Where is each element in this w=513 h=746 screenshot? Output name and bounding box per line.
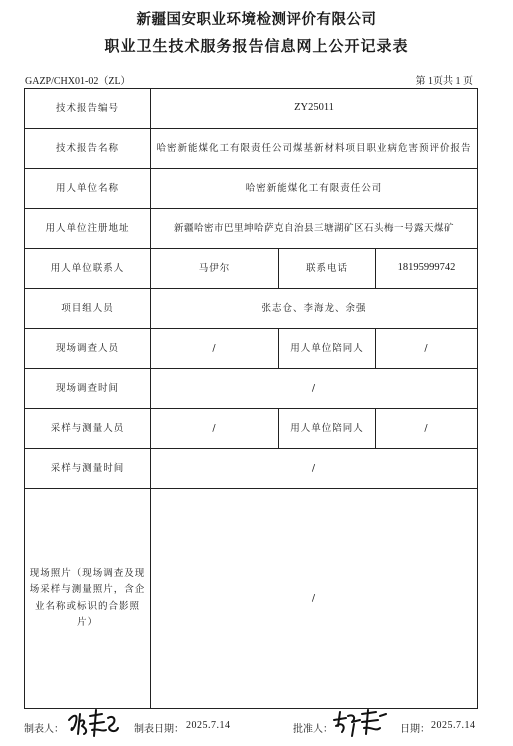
maker-label: 制表人： <box>24 724 64 735</box>
sampling-escort-value: / <box>376 409 478 449</box>
survey-staff-value: / <box>151 329 279 369</box>
document-code: GAZP/CHX01-02（ZL） <box>25 76 131 87</box>
report-name-label: 技术报告名称 <box>25 129 151 169</box>
report-name-value: 哈密新能煤化工有限责任公司煤基新材料项目职业病危害预评价报告 <box>151 129 478 169</box>
report-number-label: 技术报告编号 <box>25 89 151 129</box>
report-number-value: ZY25011 <box>151 89 478 129</box>
project-team-label: 项目组人员 <box>25 289 151 329</box>
employer-address-value: 新疆哈密市巴里坤哈萨克自治县三塘湖矿区石头梅一号露天煤矿 <box>151 209 478 249</box>
make-date-value: 2025.7.14 <box>186 720 231 731</box>
sampling-time-value: / <box>151 449 478 489</box>
employer-contact-label: 用人单位联系人 <box>25 249 151 289</box>
company-name: 新疆国安职业环境检测评价有限公司 <box>136 11 377 28</box>
phone-label: 联系电话 <box>279 249 376 289</box>
sampling-staff-label: 采样与测量人员 <box>25 409 151 449</box>
project-team-value: 张志仓、李海龙、余强 <box>151 289 478 329</box>
approver-signature <box>332 708 388 738</box>
approve-date-value: 2025.7.14 <box>431 720 476 731</box>
site-photos-label: 现场照片（现场调查及现场采样与测量照片，含企业名称或标识的合影照片） <box>25 489 151 709</box>
survey-escort-label: 用人单位陪同人 <box>279 329 376 369</box>
sampling-escort-label: 用人单位陪同人 <box>279 409 376 449</box>
record-table <box>24 88 478 709</box>
make-date-label: 制表日期： <box>134 724 184 735</box>
survey-time-label: 现场调查时间 <box>25 369 151 409</box>
employer-name-value: 哈密新能煤化工有限责任公司 <box>151 169 478 209</box>
survey-staff-label: 现场调查人员 <box>25 329 151 369</box>
phone-value: 18195999742 <box>376 249 478 289</box>
sampling-time-label: 采样与测量时间 <box>25 449 151 489</box>
sampling-staff-value: / <box>151 409 279 449</box>
employer-name-label: 用人单位名称 <box>25 169 151 209</box>
maker-signature <box>66 708 120 738</box>
site-photos-value: / <box>151 489 478 709</box>
form-title: 职业卫生技术服务报告信息网上公开记录表 <box>104 37 409 55</box>
page-info: 第 1页共 1 页 <box>415 76 473 87</box>
employer-address-label: 用人单位注册地址 <box>25 209 151 249</box>
approver-label: 批准人： <box>293 724 333 735</box>
approve-date-label: 日期： <box>400 724 430 735</box>
employer-contact-value: 马伊尔 <box>151 249 279 289</box>
survey-escort-value: / <box>376 329 478 369</box>
survey-time-value: / <box>151 369 478 409</box>
